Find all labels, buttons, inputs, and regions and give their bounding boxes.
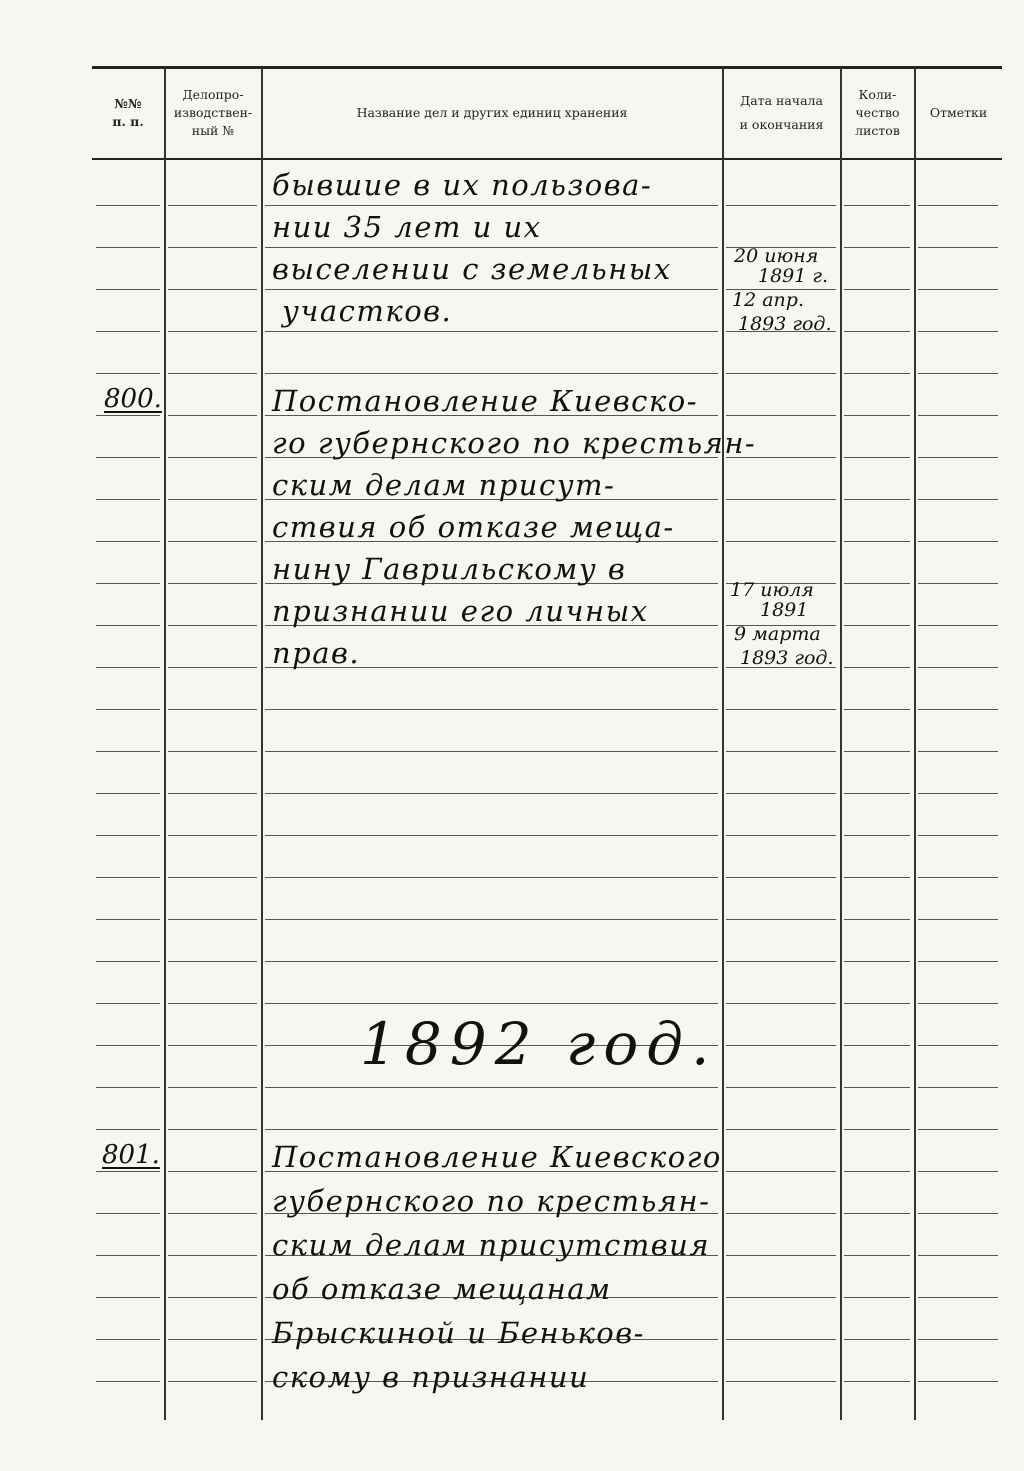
ruled-line: [96, 541, 160, 542]
ruled-line: [844, 667, 910, 668]
ruled-line: [844, 1087, 910, 1088]
ruled-line: [844, 919, 910, 920]
ruled-line: [265, 289, 718, 290]
ruled-line: [168, 1045, 257, 1046]
ruled-line: [844, 961, 910, 962]
ruled-line: [96, 1339, 160, 1340]
ruled-line: [844, 373, 910, 374]
ruled-line: [168, 1003, 257, 1004]
entry-title-line: прав.: [272, 636, 361, 670]
ruled-line: [844, 457, 910, 458]
ruled-line: [96, 625, 160, 626]
column-divider: [722, 68, 724, 1420]
ruled-line: [726, 877, 836, 878]
ruled-line: [918, 877, 998, 878]
ruled-line: [96, 415, 160, 416]
ruled-line: [918, 1255, 998, 1256]
ruled-line: [96, 877, 160, 878]
ruled-line: [168, 1171, 257, 1172]
ruled-line: [918, 583, 998, 584]
ruled-line: [726, 961, 836, 962]
ruled-line: [844, 1297, 910, 1298]
ruled-line: [844, 1129, 910, 1130]
ruled-line: [844, 709, 910, 710]
ruled-line: [844, 835, 910, 836]
entry-title-line: го губернского по крестьян-: [272, 426, 757, 460]
ruled-line: [168, 331, 257, 332]
ruled-line: [726, 205, 836, 206]
ruled-line: [168, 415, 257, 416]
ruled-line: [96, 1045, 160, 1046]
entry-date-line: 1893 год.: [738, 313, 832, 335]
ruled-line: [844, 289, 910, 290]
ruled-line: [844, 583, 910, 584]
ruled-line: [168, 1087, 257, 1088]
ruled-line: [265, 793, 718, 794]
ruled-line: [265, 835, 718, 836]
ruled-line: [96, 499, 160, 500]
ruled-line: [265, 373, 718, 374]
ruled-line: [168, 835, 257, 836]
header-col-dates: Дата начала и окончания: [739, 93, 824, 132]
ruled-line: [918, 289, 998, 290]
ruled-line: [726, 373, 836, 374]
ruled-line: [265, 919, 718, 920]
ruled-line: [844, 499, 910, 500]
ruled-line: [96, 709, 160, 710]
ruled-line: [918, 1297, 998, 1298]
entry-title-line: нии 35 лет и их: [272, 210, 542, 244]
ruled-line: [726, 1297, 836, 1298]
entry-date-line: 12 апр.: [732, 289, 804, 311]
ruled-line: [844, 1339, 910, 1340]
entry-date-line: 9 марта: [734, 623, 821, 645]
ruled-line: [726, 751, 836, 752]
ruled-line: [844, 793, 910, 794]
ruled-line: [726, 499, 836, 500]
ruled-line: [918, 541, 998, 542]
ruled-line: [918, 415, 998, 416]
column-divider: [261, 68, 263, 1420]
ruled-line: [168, 541, 257, 542]
ruled-line: [96, 1381, 160, 1382]
entry-title-line: Брыскиной и Беньков-: [272, 1316, 645, 1350]
ruled-line: [96, 457, 160, 458]
ruled-line: [918, 1339, 998, 1340]
ruled-line: [96, 961, 160, 962]
ruled-line: [918, 1213, 998, 1214]
entry-title-line: Постановление Киевского: [272, 1140, 722, 1174]
ruled-line: [96, 1003, 160, 1004]
ruled-line: [168, 1297, 257, 1298]
ruled-line: [96, 331, 160, 332]
entry-title-line: губернского по крестьян-: [272, 1184, 711, 1218]
ruled-line: [96, 751, 160, 752]
ruled-line: [168, 457, 257, 458]
ruled-line: [168, 709, 257, 710]
entry-number: 801.: [102, 1140, 160, 1170]
ruled-line: [726, 1003, 836, 1004]
header-bottom-rule: [92, 158, 1002, 160]
ruled-line: [96, 1255, 160, 1256]
ruled-line: [96, 247, 160, 248]
ruled-line: [918, 1045, 998, 1046]
ruled-line: [168, 205, 257, 206]
column-divider: [840, 68, 842, 1420]
header-col-title: Название дел и других единиц хранения: [356, 105, 628, 120]
ruled-line: [96, 835, 160, 836]
ruled-line: [168, 583, 257, 584]
ruled-line: [168, 961, 257, 962]
ruled-line: [265, 205, 718, 206]
entry-title-line: выселении с земельных: [272, 252, 672, 286]
ruled-line: [168, 667, 257, 668]
ruled-line: [726, 1045, 836, 1046]
ruled-line: [96, 667, 160, 668]
ruled-line: [168, 751, 257, 752]
ruled-line: [726, 1087, 836, 1088]
ruled-line: [265, 877, 718, 878]
entry-title-line: скому в признании: [272, 1360, 590, 1394]
ruled-line: [265, 247, 718, 248]
ruled-line: [844, 1171, 910, 1172]
entry-title-line: признании его личных: [272, 594, 649, 628]
entry-date-line: 17 июля: [730, 579, 814, 601]
ruled-line: [96, 583, 160, 584]
ruled-line: [265, 1129, 718, 1130]
ruled-line: [265, 709, 718, 710]
entry-title-line: Постановление Киевско-: [272, 384, 698, 418]
ruled-line: [168, 919, 257, 920]
ruled-line: [918, 205, 998, 206]
ruled-line: [96, 1213, 160, 1214]
ruled-line: [918, 331, 998, 332]
ruled-line: [168, 1213, 257, 1214]
ruled-line: [726, 1381, 836, 1382]
ruled-line: [168, 499, 257, 500]
entry-title-line: участков.: [282, 294, 453, 328]
entry-title-line: бывшие в их пользова-: [272, 168, 653, 202]
ruled-line: [168, 625, 257, 626]
ruled-line: [844, 625, 910, 626]
ruled-line: [844, 751, 910, 752]
ruled-line: [168, 289, 257, 290]
ruled-line: [918, 919, 998, 920]
ruled-line: [726, 835, 836, 836]
ruled-line: [168, 877, 257, 878]
ruled-line: [265, 961, 718, 962]
ruled-line: [726, 541, 836, 542]
entry-date-line: 20 июня: [734, 245, 819, 267]
ruled-line: [918, 1087, 998, 1088]
ruled-line: [918, 793, 998, 794]
ruled-line: [726, 793, 836, 794]
ruled-line: [726, 415, 836, 416]
ruled-line: [918, 709, 998, 710]
ruled-line: [168, 247, 257, 248]
ruled-line: [844, 1381, 910, 1382]
ruled-line: [918, 835, 998, 836]
ruled-line: [168, 373, 257, 374]
ruled-line: [726, 1171, 836, 1172]
ruled-line: [96, 1297, 160, 1298]
ruled-line: [726, 1129, 836, 1130]
ruled-line: [844, 1255, 910, 1256]
ruled-line: [726, 919, 836, 920]
ruled-line: [918, 625, 998, 626]
entry-title-line: ствия об отказе меща-: [272, 510, 675, 544]
ruled-line: [918, 373, 998, 374]
column-divider: [914, 68, 916, 1420]
ruled-line: [726, 709, 836, 710]
ruled-line: [96, 919, 160, 920]
header-col-office-number: Делопро- изводствен- ный №: [173, 87, 253, 138]
ruled-line: [918, 247, 998, 248]
ruled-line: [96, 1171, 160, 1172]
ruled-line: [265, 1003, 718, 1004]
ruled-line: [265, 751, 718, 752]
ruled-line: [96, 289, 160, 290]
ruled-line: [918, 1171, 998, 1172]
entry-title-line: об отказе мещанам: [272, 1272, 612, 1306]
ruled-line: [96, 793, 160, 794]
ruled-line: [265, 331, 718, 332]
ruled-line: [265, 1087, 718, 1088]
ruled-line: [844, 877, 910, 878]
ruled-line: [844, 541, 910, 542]
ruled-line: [844, 247, 910, 248]
ruled-line: [844, 1045, 910, 1046]
entry-date-line: 1891 г.: [758, 265, 829, 287]
ruled-line: [844, 331, 910, 332]
header-col-number: №№ п. п.: [112, 96, 144, 129]
header-col-notes: Отметки: [929, 105, 988, 120]
entry-title-line: ским делам присут-: [272, 468, 616, 502]
ruled-line: [168, 1255, 257, 1256]
ruled-line: [168, 1339, 257, 1340]
ruled-line: [168, 793, 257, 794]
ruled-line: [726, 1213, 836, 1214]
ruled-line: [918, 667, 998, 668]
ruled-line: [918, 961, 998, 962]
entry-title-line: ским делам присутствия: [272, 1228, 711, 1262]
ruled-line: [918, 499, 998, 500]
ruled-line: [168, 1129, 257, 1130]
column-divider: [164, 68, 166, 1420]
ruled-line: [918, 457, 998, 458]
header-col-sheets: Коли- чество листов: [855, 87, 900, 138]
entry-title-line: нину Гаврильскому в: [272, 552, 627, 586]
ruled-line: [918, 1129, 998, 1130]
ruled-line: [844, 205, 910, 206]
entry-number: 800.: [104, 384, 162, 414]
ruled-line: [726, 1255, 836, 1256]
ruled-line: [726, 1339, 836, 1340]
ruled-line: [96, 373, 160, 374]
ruled-line: [918, 1003, 998, 1004]
ruled-line: [168, 1381, 257, 1382]
ruled-line: [918, 1381, 998, 1382]
ruled-line: [844, 1003, 910, 1004]
header-top-rule: [92, 66, 1002, 69]
ruled-line: [918, 751, 998, 752]
year-heading: 1892 год.: [360, 1010, 718, 1078]
ruled-line: [96, 205, 160, 206]
entry-date-line: 1891: [760, 599, 809, 621]
entry-date-line: 1893 год.: [740, 647, 834, 669]
ruled-line: [96, 1129, 160, 1130]
ruled-line: [844, 1213, 910, 1214]
ruled-line: [96, 1087, 160, 1088]
ruled-line: [844, 415, 910, 416]
